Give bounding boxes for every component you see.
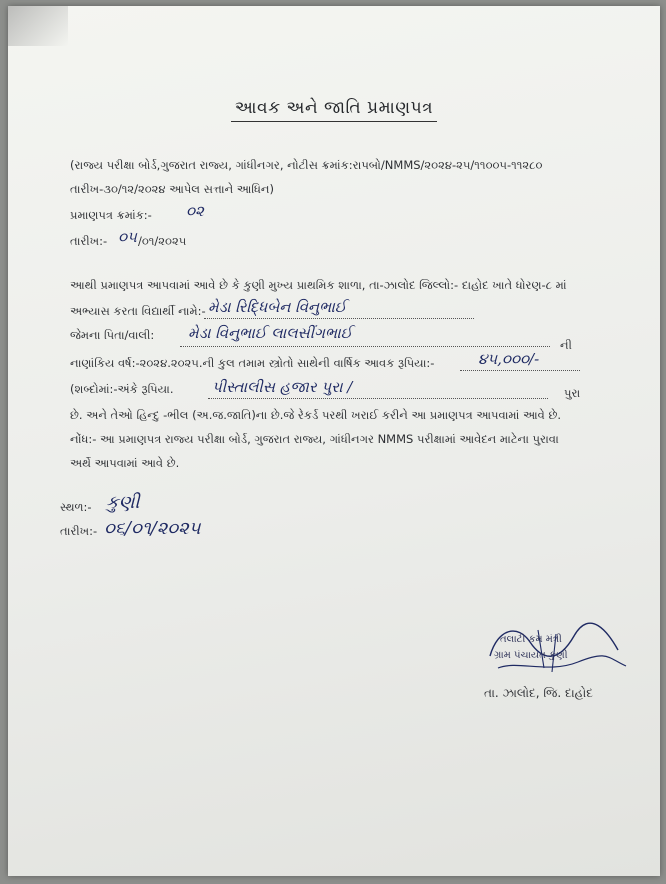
footer-date-label: તારીખ:- bbox=[60, 524, 98, 538]
income-figure-line bbox=[460, 370, 580, 371]
certificate-page bbox=[8, 6, 660, 876]
place-value: કુણી bbox=[106, 492, 140, 513]
income-words-value: પીસ્તાલીસ હજાર પુરા / bbox=[212, 378, 353, 396]
stamp-designation: તલાટી કમ મંત્રી bbox=[500, 634, 562, 645]
date-suffix: /૦૧/૨૦૨૫ bbox=[138, 234, 187, 248]
document-title: આવક અને જાતિ પ્રમાણપત્ર bbox=[8, 98, 660, 122]
stamp-location: તા. ઝાલોદ, જિ. દાહોદ bbox=[484, 686, 593, 700]
note-line-2: અર્થે આપવામાં આવે છે. bbox=[70, 456, 180, 470]
student-name-line bbox=[204, 318, 474, 319]
place-label: સ્થળ:- bbox=[60, 500, 92, 514]
page-fold-shadow bbox=[8, 6, 68, 46]
certificate-number-label: પ્રમાણપત્ર ક્રમાંક:- bbox=[70, 208, 152, 222]
body-line-1: આથી પ્રમાણપત્ર આપવામાં આવે છે કે કુણી મુખ્ય પ્રાથમિક શાળા, તા-ઝાલોદ જિલ્લો:- દાહોદ ખાતે ધોરણ-૮ માં bbox=[70, 278, 567, 292]
guardian-label: જેમના પિતા/વાલી: bbox=[70, 328, 155, 342]
income-label: નાણાંકિય વર્ષ:-૨૦૨૪.૨૦૨૫.ની કુલ તમામ સ્ત્રોતો સાથેની વાર્ષિક આવક રૂપિયા:- bbox=[70, 356, 435, 370]
reference-line-2: તારીખ-૩૦/૧૨/૨૦૨૪ આપેલ સત્તાને આધિન) bbox=[70, 182, 274, 196]
guardian-name-line bbox=[180, 346, 550, 347]
guardian-suffix: ની bbox=[560, 338, 572, 352]
student-name-label: અભ્યાસ કરતા વિદ્યાર્થી નામે:- bbox=[70, 304, 206, 318]
income-words-line bbox=[208, 398, 548, 399]
income-words-suffix: પુરા bbox=[564, 386, 581, 400]
body-line-6: છે. અને તેઓ હિન્દુ -ભીલ (અ.જ.જાતિ)ના છે.જે રેકર્ડ પરથી ખરાઈ કરીને આ પ્રમાણપત્ર આપવામાં આવે છે. bbox=[70, 408, 562, 422]
stamp-office: ગ્રામ પંચાયત કુણી bbox=[494, 650, 568, 661]
date-day-value: ૦૫ bbox=[118, 228, 137, 246]
note-line-1: નોંધ:- આ પ્રમાણપત્ર રાજ્ય પરીક્ષા બોર્ડ, ગુજરાત રાજ્ય, ગાંધીનગર NMMS પરીક્ષામાં આવેદન માટેના પુરાવા bbox=[70, 432, 559, 446]
guardian-name-value: મેડા વિનુભાઈ લાલસીંગભાઈ bbox=[188, 324, 353, 342]
certificate-number-value: ૦૨ bbox=[186, 202, 204, 220]
income-words-label: (શબ્દોમાં:-અંકે રૂપિયા. bbox=[70, 382, 174, 396]
income-figure-value: ૪૫,૦૦૦/- bbox=[478, 350, 540, 368]
reference-line-1: (રાજ્ય પરીક્ષા બોર્ડ,ગુજરાત રાજ્ય, ગાંધીનગર, નોટીસ ક્રમાંક:રાપબો/NMMS/૨૦૨૪-૨૫/૧૧૦૦૫-૧૧૨૮૦ bbox=[70, 158, 543, 172]
date-label: તારીખ:- bbox=[70, 234, 108, 248]
student-name-value: મેડા રિદ્ધિબેન વિનુભાઈ bbox=[208, 298, 347, 316]
footer-date-value: ૦૬/૦૧/૨૦૨૫ bbox=[104, 518, 201, 539]
